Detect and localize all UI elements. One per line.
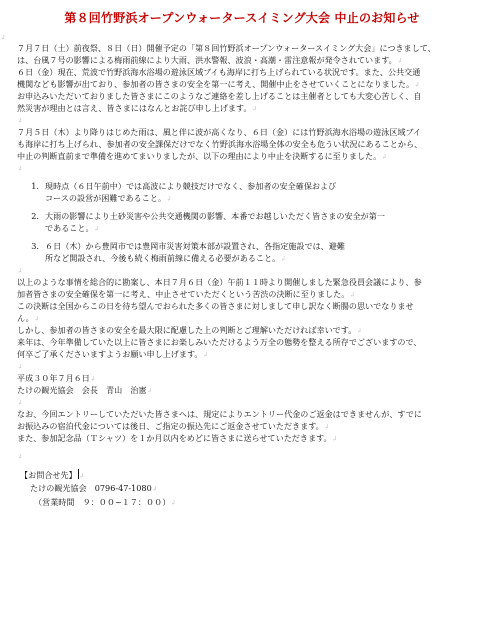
contact-phone: たけの観光協会 0796-47-1080↲ xyxy=(30,483,158,493)
reason-item: 2. 大雨の影響により土砂災害や公共交通機関の影響、本番でお越しいただく皆さまの安全が第一 xyxy=(0,211,484,222)
reason-number: 2. xyxy=(31,211,39,221)
blank-line: ↲ xyxy=(17,399,23,407)
signature: たけの観光協会 会長 青山 治憲↲ xyxy=(17,385,153,395)
reason-item-cont: であること。↲ xyxy=(45,223,100,233)
blank-line: ↲ xyxy=(17,363,23,371)
reason-number: 3. xyxy=(31,241,39,251)
body-line: 機関なども影響が出ており、参加者の皆さまの安全を第一に考え、開催中止をさせていくことになりました。↲ xyxy=(17,79,420,89)
page-title: 第８回竹野浜オープンウォータースイミング大会 中止のお知らせ xyxy=(64,11,420,25)
body-line: 中止の判断直前まで準備を進めてまいりましたが、以下の理由により中止を決断するに至りました。↲ xyxy=(17,151,388,161)
body-line: 然災害が理由とは言え、皆さまにはなんとお詫び申し上げます。↲ xyxy=(17,103,258,113)
body-line: ７月５日（木）より降りはじめた雨は、風と伴に波が高くなり、６日（金）には竹野浜海水浴場の遊泳区域ブイ xyxy=(17,127,421,137)
body-line: お振込みの宿泊代金については後日、ご指定の振込先にご返金させていただきます。↲ xyxy=(17,421,330,431)
body-line: なお、今回エントリーしていただいた皆さまへは、規定によりエントリー代金のご返金はできませんが、すでに xyxy=(17,409,422,419)
contact-heading: 【お問合せ先】 ↲ xyxy=(20,470,85,480)
body-line: ７月７日（土）前夜祭、８日（日）開催予定の「第８回竹野浜オープンウォータースイミング大会」につきまして、 xyxy=(17,43,436,53)
body-line: 来年は、今年準備していた以上に皆さまにお楽しみいただけるよう万全の態勢を整える所存でございますので、 xyxy=(17,337,422,347)
reason-item: 3. ６日（木）から豊岡市では豊岡市災害対策本部が設置され、各指定施設では、避難 xyxy=(0,241,484,252)
body-line: しかし、参加者の皆さまの安全を最大限に配慮した上の判断とご理解いただければ幸いです。↲ xyxy=(17,325,363,335)
blank-line: ↲ xyxy=(17,117,23,125)
reason-item-cont: コースの設営が困難であること。↲ xyxy=(45,193,172,203)
reason-item: 1. 現時点（６日午前中）では高波により競技だけでなく、参加者の安全確保および xyxy=(0,181,484,192)
body-line: 以上のような事情を総合的に勘案し、本日７月６日（金）午前１１時より開催しました緊急役員会議により、参 xyxy=(17,277,422,287)
body-line: お申込みいただいておりました皆さまにこのようなご連絡を差し上げることは主催者としても大変心苦しく、自 xyxy=(17,91,422,101)
body-line: ６日（金）現在、荒波で竹野浜海水浴場の遊泳区域ブイも海岸に打ち上げられている状況です。また、公共交通 xyxy=(17,67,421,77)
contact-hours: （営業時間 ９：００~１７：００）↲ xyxy=(34,497,177,507)
reason-item-cont: 所など開設され、今後も続く梅雨前線に備える必要があること。↲ xyxy=(45,253,287,263)
body-line: も海岸に打ち上げられ、参加者の安全課保だけでなく竹野浜海水浴場全体の安全も危うい状況にあることから、 xyxy=(17,139,423,149)
notice-date: 平成３０年７月６日↲ xyxy=(17,373,96,383)
blank-line: ↲ xyxy=(17,165,23,173)
body-line: 何卒ご了承くださいますようお願い申し上げます。↲ xyxy=(17,349,209,359)
body-line: ん。↲ xyxy=(17,313,40,323)
blank-line: ↲ xyxy=(17,453,23,461)
reason-number: 1. xyxy=(31,181,39,191)
blank-line: ↲ xyxy=(0,34,6,42)
body-line: この決断は全国からこの日を待ち望んでおられた多くの皆さまに対しまして申し訳なく断腸の思いでなりませ xyxy=(17,301,414,311)
body-line: 加者皆さまの安全確保を第一に考え、中止させていただくという苦渋の決断に至りました。↲ xyxy=(17,289,356,299)
body-line: は、台風７号の影響による梅雨前線により大雨、洪水警報、波浪・高潮・雷注意報が発令されています。↲ xyxy=(17,55,403,65)
blank-line: ↲ xyxy=(17,267,23,275)
body-line: また、参加記念品（Ｔシャツ）を１か月以内をめどに皆さまに送らせていただきます。↲ xyxy=(17,433,338,443)
